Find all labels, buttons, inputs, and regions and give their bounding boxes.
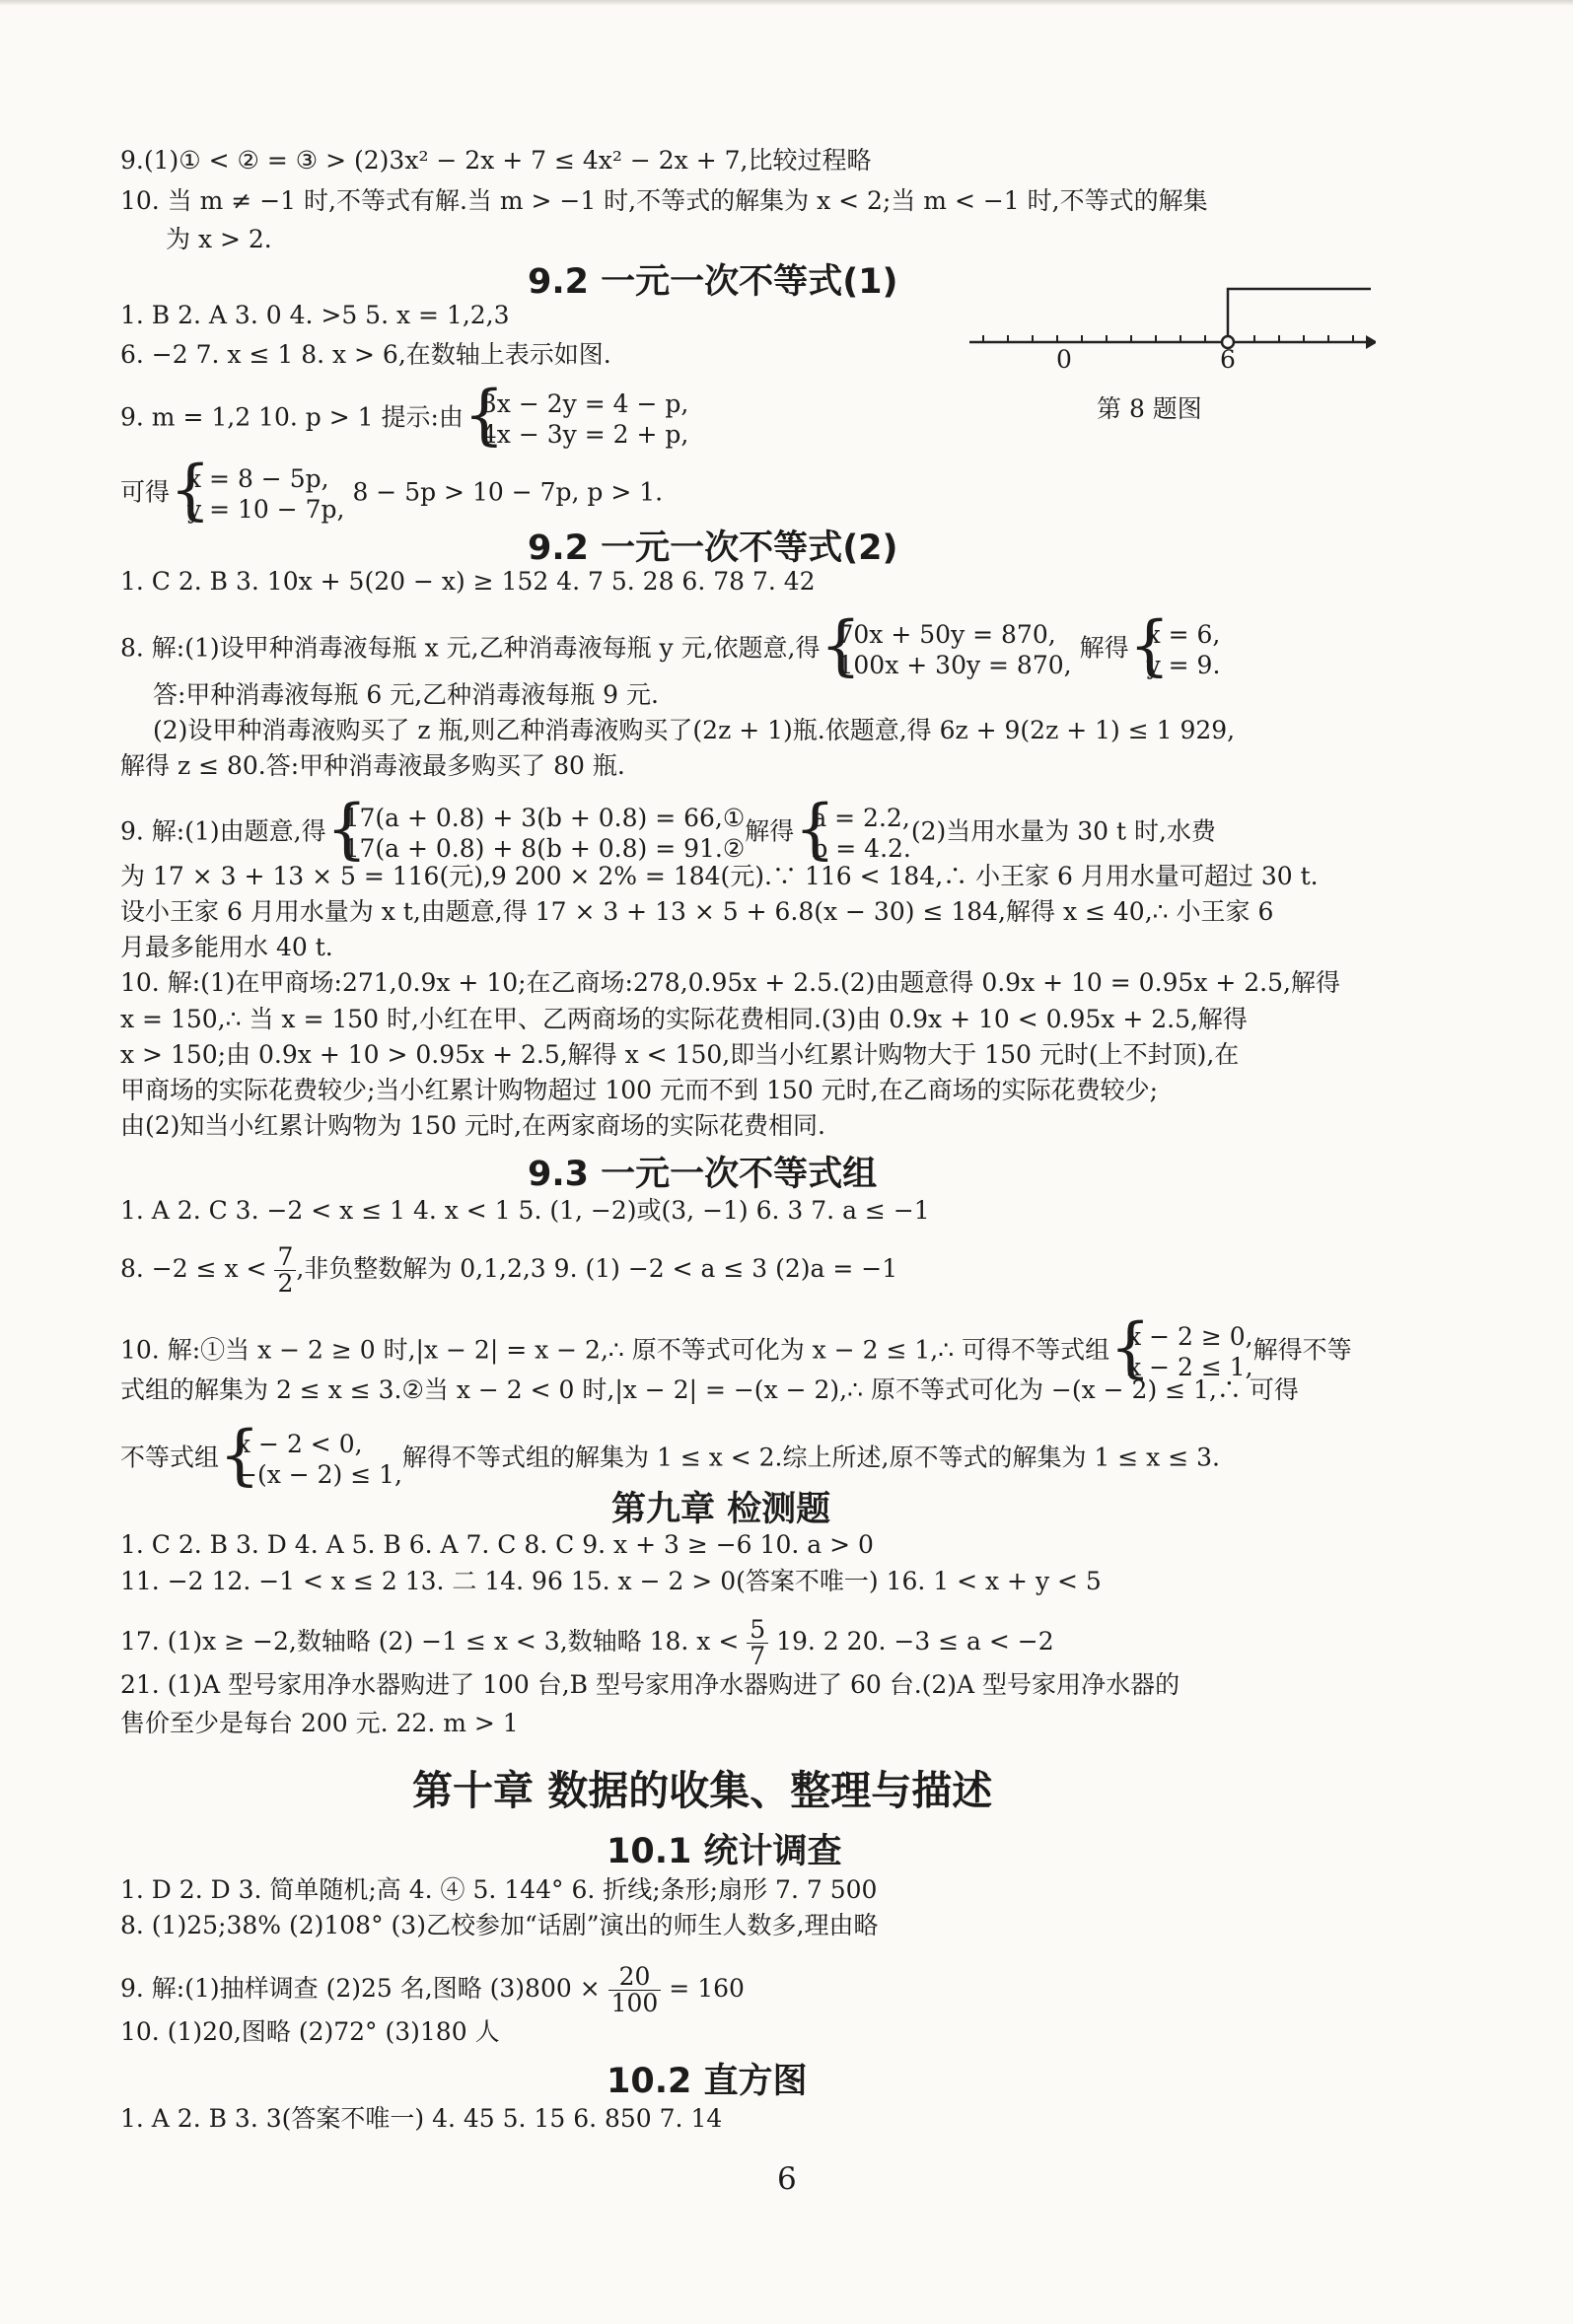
- answer-line: [120, 1617, 1054, 1669]
- answer-text: 10. 解:①当 x − 2 ≥ 0 时,|x − 2| = x − 2,∴ 原不等式可化为 x − 2 ≤ 1,∴ 可得不等式组: [120, 1335, 1110, 1365]
- answer-text: 9. m = 1,2 10. p > 1 提示:由: [120, 402, 464, 432]
- answer-line: 设小王家 6 月用水量为 x t,由题意,得 17 × 3 + 13 × 5 + 6.8(x − 30) ≤ 184,解得 x ≤ 40,∴ 小王家 6: [120, 897, 1274, 926]
- answer-line: [120, 619, 1220, 680]
- answer-text: 不等式组: [120, 1443, 220, 1472]
- section-title-10-1: 10.1 统计调查: [607, 1832, 842, 1871]
- answer-line: 甲商场的实际花费较少;当小红累计购物超过 100 元而不到 150 元时,在乙商场的实际花费较少;: [120, 1076, 1159, 1104]
- equation-system: { a = 2.2, b = 4.2.: [794, 803, 911, 864]
- answer-line: (2)设甲种消毒液购买了 z 瓶,则乙种消毒液购买了(2z + 1)瓶.依题意,得 6z + 9(2z + 1) ≤ 1 929,: [153, 716, 1236, 744]
- answer-text: 19. 2 20. −3 ≤ a < −2: [768, 1627, 1054, 1655]
- equation-system: { x − 2 < 0, −(x − 2) ≤ 1,: [219, 1429, 402, 1490]
- section-title-chapter-9-test: 第九章 检测题: [611, 1490, 831, 1529]
- fraction: $\frac{5}{7}$: [747, 1617, 768, 1669]
- answer-line: 为 x > 2.: [166, 225, 272, 253]
- equation-system: { 70x + 50y = 870, 100x + 30y = 870,: [821, 619, 1072, 680]
- answer-text: 17. (1)x ≥ −2,数轴略 (2) −1 ≤ x < 3,数轴略 18. x <: [120, 1627, 740, 1655]
- answer-line: 1. C 2. B 3. D 4. A 5. B 6. A 7. C 8. C 9. x + 3 ≥ −6 10. a > 0: [120, 1530, 874, 1559]
- answer-line: 8. (1)25;38% (2)108° (3)乙校参加“话剧”演出的师生人数多,理由略: [120, 1911, 879, 1939]
- answer-line: x > 150;由 0.9x + 10 > 0.95x + 2.5,解得 x < 150,即当小红累计购物大于 150 元时(上不封顶),在: [120, 1040, 1240, 1069]
- answer-line: 10. 解:(1)在甲商场:271,0.9x + 10;在乙商场:278,0.95x + 2.5.(2)由题意得 0.9x + 10 = 0.95x + 2.5,解得: [120, 968, 1340, 997]
- equation-system: { 3x − 2y = 4 − p, 4x − 3y = 2 + p,: [464, 388, 688, 450]
- answer-line: 月最多能用水 40 t.: [120, 933, 333, 961]
- chapter-title: 第十章 数据的收集、整理与描述: [412, 1767, 993, 1814]
- answer-text: 可得: [120, 477, 171, 507]
- section-title-9-2-1: 9.2 一元一次不等式(1): [528, 262, 898, 302]
- answer-line: [120, 1964, 745, 2016]
- tick-label-zero: 0: [1056, 345, 1072, 374]
- answer-text: 8. 解:(1)设甲种消毒液每瓶 x 元,乙种消毒液每瓶 y 元,依题意,得: [120, 633, 821, 663]
- answer-text: 解得不等: [1252, 1335, 1352, 1365]
- answer-line: 1. B 2. A 3. 0 4. >5 5. x = 1,2,3: [120, 301, 510, 329]
- answer-line: 由(2)知当小红累计购物为 150 元时,在两家商场的实际花费相同.: [120, 1111, 825, 1140]
- answer-line: 为 17 × 3 + 13 × 5 = 116(元),9 200 × 2% = 184(元).∵ 116 < 184,∴ 小王家 6 月用水量可超过 30 t.: [120, 862, 1319, 890]
- equation-system: { x = 8 − 5p, y = 10 − 7p,: [170, 463, 344, 525]
- section-title-10-2: 10.2 直方图: [607, 2062, 808, 2101]
- answer-line: 11. −2 12. −1 < x ≤ 2 13. 二 14. 96 15. x − 2 > 0(答案不唯一) 16. 1 < x + y < 5: [120, 1567, 1102, 1595]
- answer-line: 10. 当 m ≠ −1 时,不等式有解.当 m > −1 时,不等式的解集为 x < 2;当 m < −1 时,不等式的解集: [120, 186, 1208, 215]
- equation-system: { x = 6, y = 9.: [1129, 619, 1221, 680]
- answer-line: 9.(1)① < ② = ③ > (2)3x² − 2x + 7 ≤ 4x² − 2x + 7,比较过程略: [120, 146, 872, 175]
- answer-line: x = 150,∴ 当 x = 150 时,小红在甲、乙两商场的实际花费相同.(3)由 0.9x + 10 < 0.95x + 2.5,解得: [120, 1005, 1248, 1033]
- answer-line: 6. −2 7. x ≤ 1 8. x > 6,在数轴上表示如图.: [120, 340, 611, 369]
- section-title-9-2-2: 9.2 一元一次不等式(2): [528, 528, 898, 568]
- answer-text: 解得: [1079, 633, 1129, 663]
- answer-text: 8. −2 ≤ x <: [120, 1254, 267, 1283]
- figure-caption: 第 8 题图: [1097, 394, 1202, 423]
- answer-line: 1. D 2. D 3. 简单随机;高 4. ④ 5. 144° 6. 折线;条形;扇形 7. 7 500: [120, 1875, 878, 1904]
- answer-line: 式组的解集为 2 ≤ x ≤ 3.②当 x − 2 < 0 时,|x − 2| = −(x − 2),∴ 原不等式可化为 −(x − 2) ≤ 1,∴ 可得: [120, 1375, 1299, 1404]
- answer-line: [120, 1429, 1220, 1490]
- solution-ray: [1228, 289, 1371, 337]
- answer-line: 解得 z ≤ 80.答:甲种消毒液最多购买了 80 瓶.: [120, 751, 625, 780]
- answer-line: 1. A 2. C 3. −2 < x ≤ 1 4. x < 1 5. (1, −2)或(3, −1) 6. 3 7. a ≤ −1: [120, 1196, 930, 1225]
- answer-text: = 160: [669, 1974, 745, 2003]
- answer-line: 10. (1)20,图略 (2)72° (3)180 人: [120, 2017, 500, 2046]
- answer-line: [120, 1321, 1352, 1382]
- answer-line: 1. C 2. B 3. 10x + 5(20 − x) ≥ 152 4. 7 5. 28 6. 78 7. 42: [120, 567, 816, 596]
- axis-arrow-icon: [1366, 335, 1376, 349]
- answer-text: 解得不等式组的解集为 1 ≤ x < 2.综上所述,原不等式的解集为 1 ≤ x ≤ 3.: [402, 1443, 1220, 1472]
- fraction: $\frac{7}{2}$: [274, 1244, 296, 1297]
- section-title-9-3: 9.3 一元一次不等式组: [528, 1155, 878, 1194]
- answer-line: 答:甲种消毒液每瓶 6 元,乙种消毒液每瓶 9 元.: [153, 680, 659, 709]
- answer-text: 8 − 5p > 10 − 7p, p > 1.: [352, 477, 664, 507]
- page-edge: [0, 0, 1573, 6]
- answer-line: [120, 1244, 897, 1297]
- answer-line: 1. A 2. B 3. 3(答案不唯一) 4. 45 5. 15 6. 850 7. 14: [120, 2104, 723, 2133]
- answer-text: ,非负整数解为 0,1,2,3 9. (1) −2 < a ≤ 3 (2)a = −1: [296, 1254, 898, 1283]
- answer-text: (2)当用水量为 30 t 时,水费: [910, 816, 1216, 846]
- tick-label-six: 6: [1220, 345, 1236, 374]
- answer-line: 售价至少是每台 200 元. 22. m > 1: [120, 1709, 519, 1737]
- answer-text: 解得: [745, 816, 795, 846]
- answer-line: [120, 803, 1216, 864]
- page-number: 6: [777, 2161, 797, 2197]
- answer-line: 21. (1)A 型号家用净水器购进了 100 台,B 型号家用净水器购进了 60 台.(2)A 型号家用净水器的: [120, 1670, 1180, 1699]
- equation-system: { x − 2 ≥ 0, x − 2 ≤ 1,: [1109, 1321, 1253, 1382]
- fraction: $\frac{20}{100}$: [608, 1964, 662, 2016]
- answer-line: [120, 463, 663, 525]
- answer-text: 9. 解:(1)抽样调查 (2)25 名,图略 (3)800 ×: [120, 1974, 601, 2003]
- answer-text: 9. 解:(1)由题意,得: [120, 816, 326, 846]
- answer-line: [120, 388, 688, 450]
- equation-system: { 17(a + 0.8) + 3(b + 0.8) = 66,① 17(a + 0.8) + 8(b + 0.8) = 91.②: [326, 803, 746, 864]
